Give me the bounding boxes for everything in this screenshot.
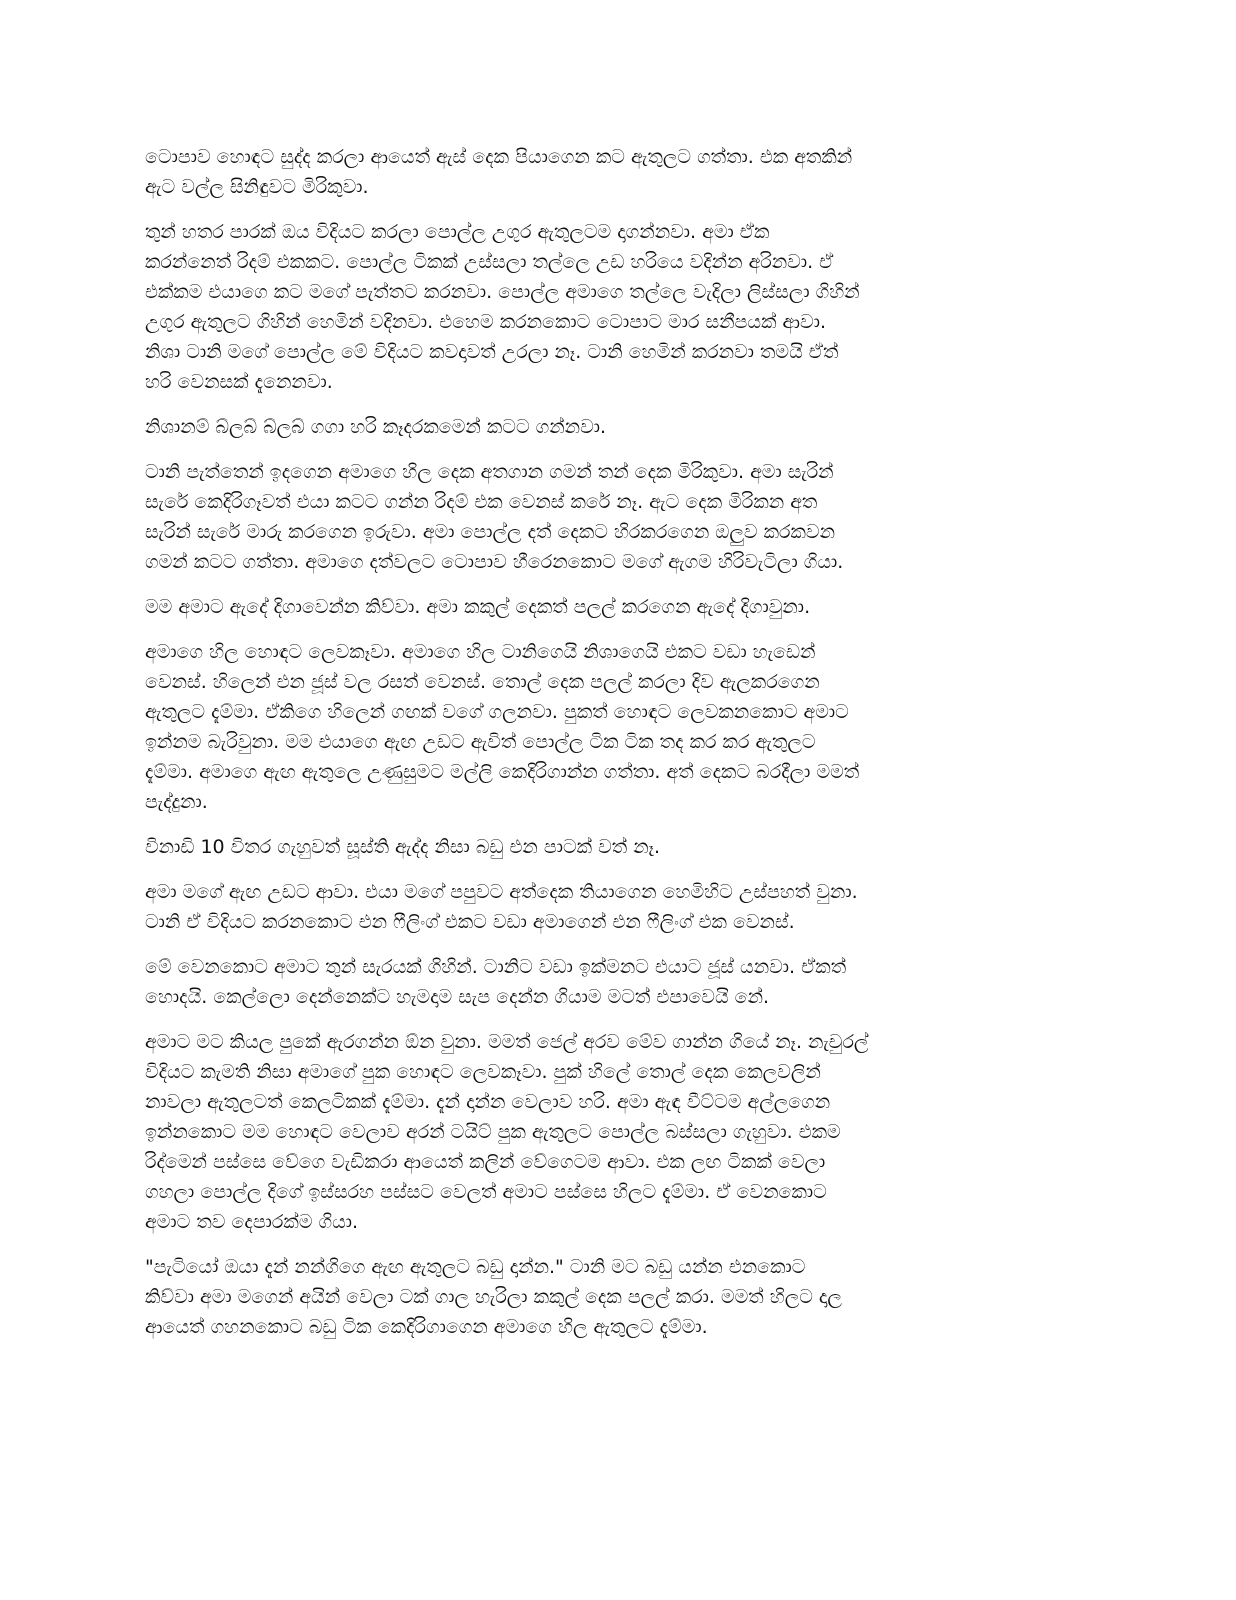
paragraph	[145, 142, 1075, 202]
text-line: ටොපාව හොඳට සුද්ද කරලා ආයෙත් ඇස් දෙක පියාගෙන කට ඇතුලට ගත්තා. එක අතකින්	[145, 146, 853, 168]
text-line: නිශා ටානි මගේ පොල්ල මේ විදියට කවදාවත් උරලා නෑ. ටානි හෙමින් කරනවා තමයි ඒත්	[145, 341, 839, 363]
text-line: ආයෙත් ගහනකොට බඩු ටික කෙදිරිගාගෙන අමාගෙ හිල ඇතුලට දැම්මා.	[145, 1316, 708, 1338]
text-line: පැද්දුනා.	[145, 791, 208, 813]
text-line: විනාඩි 10 විතර ගැහුවත් සූස්ති ඇද්ද නිසා බඩු එන පාටක් වත් නෑ.	[145, 836, 660, 858]
text-line: නිශානම් බ්ලබ් බ්ලබ් ගගා හරි කෑදරකමෙන් කටට ගන්නවා.	[145, 416, 607, 438]
text-line: ගමන් කටට ගත්තා. අමාගෙ දත්වලට ටොපාව හීරෙනකොට මගේ ඇගම හිරිවැටිලා ගියා.	[145, 551, 844, 573]
text-line: සැරින් සැරේ මාරු කරගෙන ඉරුවා. අමා පොල්ල දත් දෙකට හිරකරගෙන ඔලුව කරකවන	[145, 521, 835, 543]
text-line: තුන් හතර පාරක් ඔය විදියට කරලා පොල්ල උගුර ඇතුලටම දාගන්නවා. අමා ඒක	[145, 221, 770, 243]
document-body	[145, 142, 1075, 1357]
paragraph	[145, 412, 1075, 442]
text-line: හොදයි. කෙල්ලො දෙන්නෙක්ට හැමදාම සැප දෙන්න ගියාම මටත් එපාවෙයි නේ.	[145, 986, 770, 1008]
text-line: වෙනස්. හිලෙන් එන ජූස් වල රසත් වෙනස්. තොල් දෙක පලල් කරලා දිව ඇලකරගෙන	[145, 671, 820, 693]
text-line: "පැටියෝ ඔයා දැන් නන්ගිගෙ ඇඟ ඇතුලට බඩු දාන්න." ටානි මට බඩු යන්න එනකොට	[145, 1256, 806, 1278]
text-line: අමාට මට කියල පුකේ ඇරගන්න ඕන වුනා. මමත් ජෙල් අරව මේව ගාන්න ගියේ නෑ. නැචුරල්	[145, 1031, 869, 1053]
text-line: උගුර ඇතුලට ගිහින් හෙමින් වදිනවා. එහෙම කරනකොට ටොපාට මාර සනීපයක් ආවා.	[145, 311, 827, 333]
text-line: ටානි පැත්තෙන් ඉදගෙන අමාගෙ හිල දෙක අතගාන ගමන් තන් දෙක මිරිකුවා. අමා සැරින්	[145, 461, 834, 483]
text-line: එක්කම එයාගෙ කට මගේ පැත්තට කරනවා. පොල්ල අමාගෙ තල්ලෙ වැදිලා ලිස්සලා ගිහින්	[145, 281, 860, 303]
text-line: අමාගෙ හිල හොඳට ලෙවකෑවා. අමාගෙ හිල ටානිගෙයි නිශාගෙයි එකට වඩා හැඩෙන්	[145, 641, 816, 663]
text-line: රිද්මෙන් පස්සෙ වේගෙ වැඩිකරා ආයෙත් කලින් වේගෙටම ආවා. එක ලඟ ටිකක් වෙලා	[145, 1151, 826, 1173]
paragraph	[145, 877, 1075, 937]
paragraph	[145, 832, 1075, 862]
text-line: කිව්වා අමා මගෙන් අයින් වෙලා ටක් ගාල හැරිලා කකුල් දෙක පලල් කරා. මමත් හිලට දාල	[145, 1286, 842, 1308]
text-line: ඉන්නම බැරිවුනා. මම එයාගෙ ඇඟ උඩට ඇවිත් පොල්ල ටික ටික තද කර කර ඇතුලට	[145, 731, 816, 753]
text-line: අමා මගේ ඇඟ උඩට ආවා. එයා මගේ පපුවට අත්දෙක තියාගෙන හෙමිහිට උස්පහත් වුනා.	[145, 881, 858, 903]
text-line: සැරේ කෙදිරිගෑවත් එයා කටට ගන්න රිදම් එක වෙනස් කරේ නෑ. ඇට දෙක මිරිකන අත	[145, 491, 818, 513]
paragraph	[145, 637, 1075, 817]
text-line: ඇතුලට දැම්මා. ඒකිගෙ හිලෙන් ගඟක් වගේ ගලනවා. පුකත් හොඳට ලෙවකනකොට අමාට	[145, 701, 849, 723]
text-line: ටානි ඒ විදියට කරනකොට එන ෆීලිංග් එකට වඩා අමාගෙන් එන ෆීලිංග් එක වෙනස්.	[145, 911, 795, 933]
text-line: ඉන්නකොට මම හොඳට වෙලාව අරන් ටයිට් පුක ඇතුලට පොල්ල බස්සලා ගැහුවා. එකම	[145, 1121, 841, 1143]
text-line: හරි වෙනසක් දැනෙනවා.	[145, 371, 333, 393]
text-line: අමාට තව දෙපාරක්ම ගියා.	[145, 1211, 359, 1233]
text-line: ගහලා පොල්ල දිගේ ඉස්සරහ පස්සට වෙලත් අමාට පස්සෙ හිලට දැම්මා. ඒ වෙනකොට	[145, 1181, 827, 1203]
paragraph	[145, 952, 1075, 1012]
text-line: විදියට කැමති නිසා අමාගේ පුක හොඳට ලෙවකෑවා. පුක් හිලේ තොල් දෙක කෙලවලින්	[145, 1061, 821, 1083]
paragraph	[145, 592, 1075, 622]
paragraph	[145, 217, 1075, 397]
text-line: මේ වෙනකොට අමාට තුන් සැරයක් ගිහින්. ටානිට වඩා ඉක්මනට එයාට ජූස් යනවා. ඒකත්	[145, 956, 847, 978]
text-line: දැම්මා. අමාගෙ ඇඟ ඇතුලෙ උණුසුමට මල්ලි කෙදිරිගාන්න ගත්තා. අත් දෙකට බරදීලා මමත්	[145, 761, 860, 783]
text-line: ඇට වල්ල සිනිඳුවට මිරිකුවා.	[145, 176, 369, 198]
text-line: කරන්නෙත් රිදම් එකකට. පොල්ල ටිකක් උස්සලා තල්ලෙ උඩ හරියෙ වදින්න අරිනවා. ඒ	[145, 251, 834, 273]
paragraph	[145, 457, 1075, 577]
paragraph	[145, 1252, 1075, 1342]
text-line: මම අමාට ඇදේ දිගාවෙන්න කිව්වා. අමා කකුල් දෙකත් පලල් කරගෙන ඇදේ දිගාවුනා.	[145, 596, 811, 618]
paragraph	[145, 1027, 1075, 1237]
text-line: නාවලා ඇතුලටත් කෙලටිකක් දැම්මා. දැන් දාන්න වෙලාව හරි. අමා ඇඳ වීට්ටම අල්ලගෙන	[145, 1091, 831, 1113]
